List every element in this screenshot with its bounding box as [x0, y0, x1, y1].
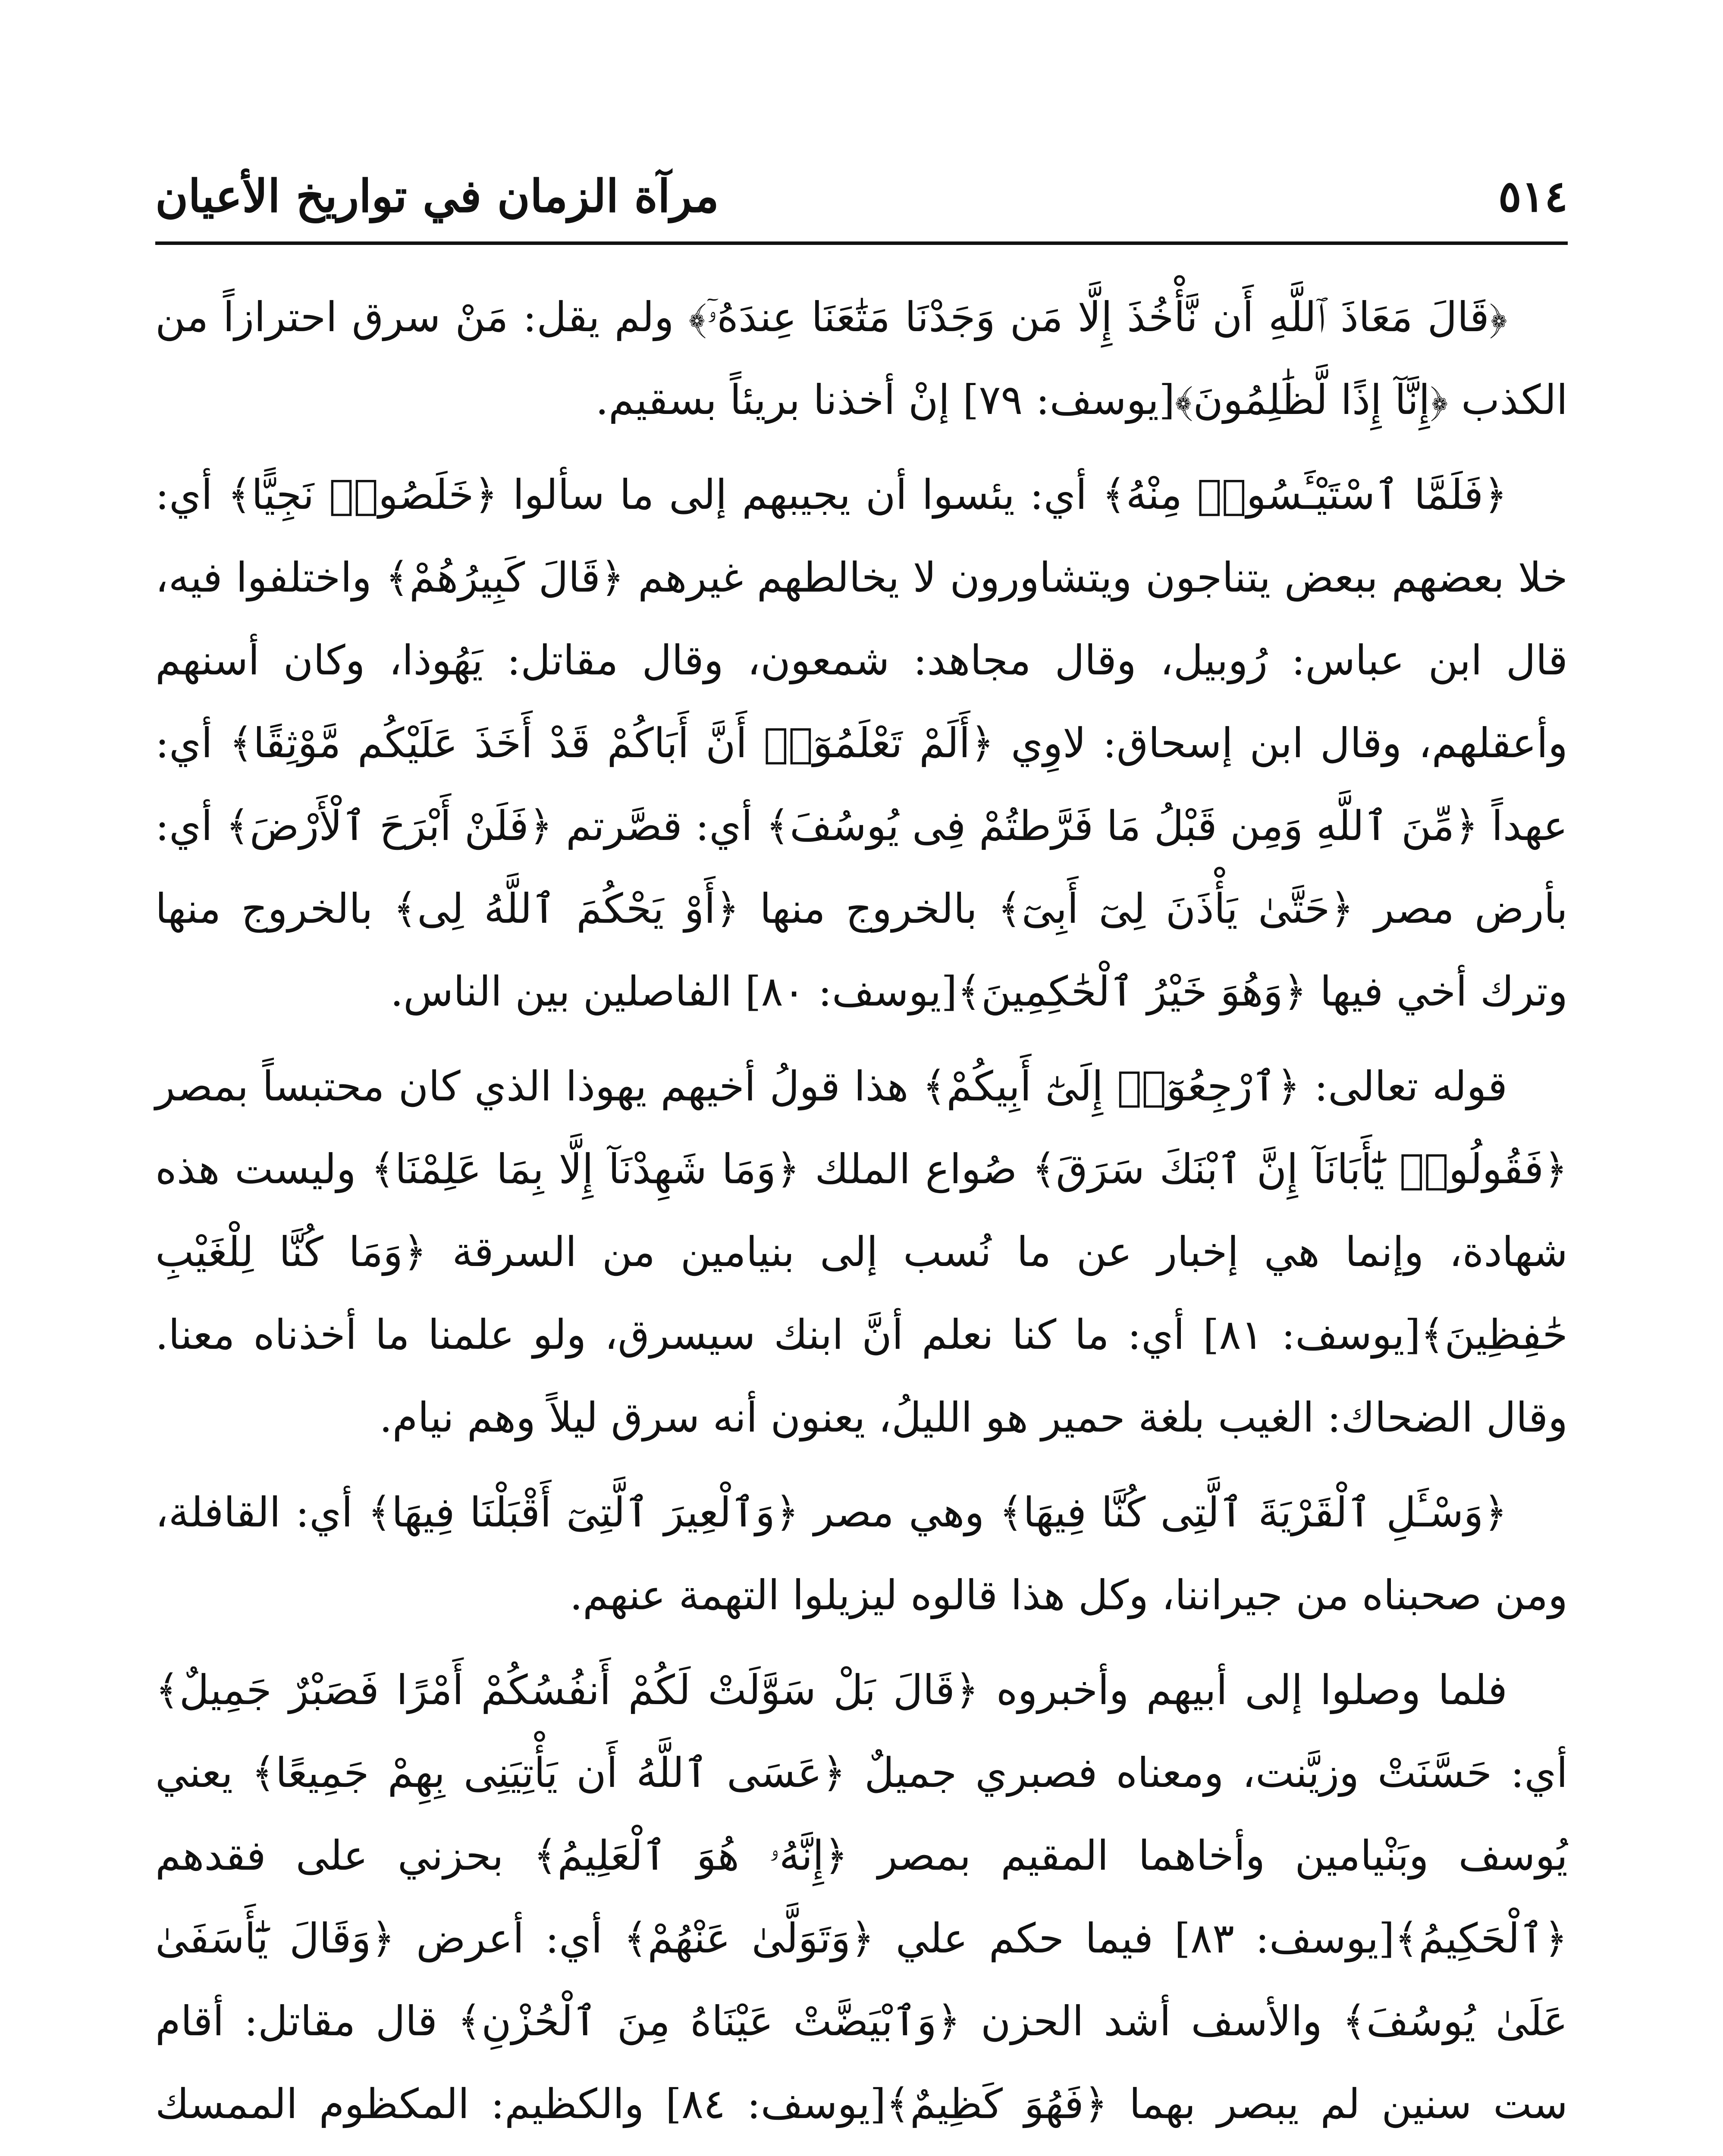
page-number: ٥١٤	[1498, 171, 1568, 222]
page-header	[155, 164, 1568, 229]
paragraph: فلما وصلوا إلى أبيهم وأخبروه ﴿قَالَ بَلْ سَوَّلَتْ لَكُمْ أَنفُسُكُمْ أَمْرًا فَصَبْرٌ جَمِيلٌ﴾ أي: حَسَّنَتْ وزيَّنت، ومعناه فصبري جميلٌ ﴿عَسَى ٱللَّهُ أَن يَأْتِيَنِى بِهِمْ جَمِيعًا﴾ يعني يُوسف وبَنْيامين وأخاهما المقيم بمصر ﴿إِنَّهُۥ هُوَ ٱلْعَلِيمُ﴾ بحزني على فقدهم ﴿ٱلْحَكِيمُ﴾[يوسف: ٨٣] فيما حكم علي ﴿وَتَوَلَّىٰ عَنْهُمْ﴾ أي: أعرض ﴿وَقَالَ يَٰٓأَسَفَىٰ عَلَىٰ يُوسُفَ﴾ والأسف أشد الحزن ﴿وَٱبْيَضَّتْ عَيْنَاهُ مِنَ ٱلْحُزْنِ﴾ قال مقاتل: أقام ست سنين لم يبصر بهما ﴿فَهُوَ كَظِيمٌ﴾[يوسف: ٨٤] والكظيم: المكظوم الممسك	[155, 1667, 1568, 2128]
paragraph: قوله تعالى: ﴿ٱرْجِعُوٓا۟ إِلَىٰٓ أَبِيكُمْ﴾ هذا قولُ أخيهم يهوذا الذي كان محتبساً بمصر ﴿فَقُولُوا۟ يَٰٓأَبَانَآ إِنَّ ٱبْنَكَ سَرَقَ﴾ صُواع الملك ﴿وَمَا شَهِدْنَآ إِلَّا بِمَا عَلِمْنَا﴾ وليست هذه شهادة، وإنما هي إخبار عن ما نُسب إلى بنيامين من السرقة ﴿وَمَا كُنَّا لِلْغَيْبِ حَٰفِظِينَ﴾[يوسف: ٨١] أي: ما كنا نعلم أنَّ ابنك سيسرق، ولو علمنا ما أخذناه معنا. وقال الضحاك: الغيب بلغة حمير هو الليلُ، يعنون أنه سرق ليلاً وهم نيام.	[155, 1063, 1568, 1442]
header-rule	[155, 241, 1568, 245]
paragraph: ﴿فَلَمَّا ٱسْتَيْـَٔسُوا۟ مِنْهُ﴾ أي: يئسوا أن يجيبهم إلى ما سألوا ﴿خَلَصُوا۟ نَجِيًّا﴾ أي: خلا بعضهم ببعض يتناجون ويتشاورون لا يخالطهم غيرهم ﴿قَالَ كَبِيرُهُمْ﴾ واختلفوا فيه، قال ابن عباس: رُوبيل، وقال مجاهد: شمعون، وقال مقاتل: يَهُوذا، وكان أسنهم وأعقلهم، وقال ابن إسحاق: لاوِي ﴿أَلَمْ تَعْلَمُوٓا۟ أَنَّ أَبَاكُمْ قَدْ أَخَذَ عَلَيْكُم مَّوْثِقًا﴾ أي: عهداً ﴿مِّنَ ٱللَّهِ وَمِن قَبْلُ مَا فَرَّطتُمْ فِى يُوسُفَ﴾ أي: قصَّرتم ﴿فَلَنْ أَبْرَحَ ٱلْأَرْضَ﴾ أي: بأرض مصر ﴿حَتَّىٰ يَأْذَنَ لِىٓ أَبِىٓ﴾ بالخروج منها ﴿أَوْ يَحْكُمَ ٱللَّهُ لِى﴾ بالخروج منها وترك أخي فيها ﴿وَهُوَ خَيْرُ ٱلْحَٰكِمِينَ﴾[يوسف: ٨٠] الفاصلين بين الناس.	[155, 471, 1568, 1015]
body-text	[155, 276, 1568, 2156]
paragraph: ﴿وَسْـَٔلِ ٱلْقَرْيَةَ ٱلَّتِى كُنَّا فِيهَا﴾ وهي مصر ﴿وَٱلْعِيرَ ٱلَّتِىٓ أَقْبَلْنَا فِيهَا﴾ أي: القافلة، ومن صحبناه من جيراننا، وكل هذا قالوه ليزيلوا التهمة عنهم.	[155, 1489, 1568, 1619]
running-title: مرآة الزمان في تواريخ الأعيان	[155, 169, 719, 222]
paragraph: ﴿قَالَ مَعَاذَ ٱللَّهِ أَن نَّأْخُذَ إِلَّا مَن وَجَدْنَا مَتَٰعَنَا عِندَهُۥٓ﴾ ولم يقل: مَنْ سرق احترازاً من الكذب ﴿إِنَّآ إِذًا لَّظَٰلِمُونَ﴾[يوسف: ٧٩] إنْ أخذنا بريئاً بسقيم.	[155, 294, 1568, 424]
